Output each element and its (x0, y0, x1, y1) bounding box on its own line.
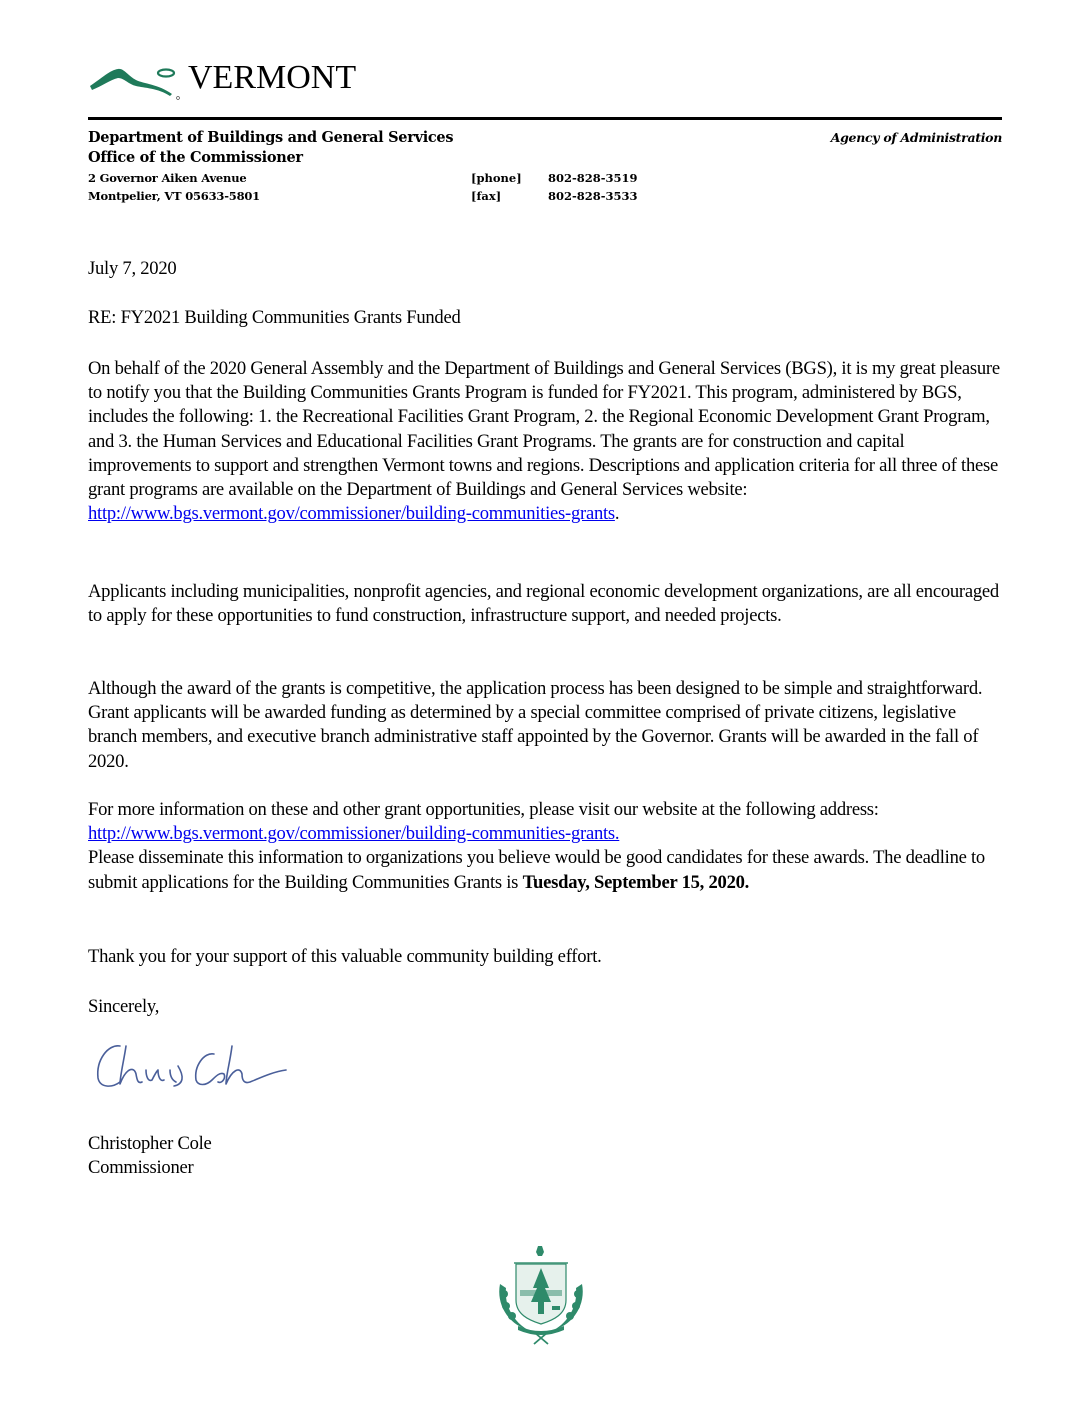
vermont-logo (88, 56, 368, 100)
signature-icon (90, 1036, 300, 1096)
letter-subject: RE: FY2021 Building Communities Grants Funded (88, 307, 461, 328)
mountain-logo-icon (88, 56, 198, 100)
period: . (614, 503, 620, 525)
header-rule (88, 117, 1002, 120)
closing: Sincerely, (88, 996, 160, 1017)
paragraph-applicants-text: Applicants including municipalities, nonprofit agencies, and regional economic development organizations, are all encouraged to apply for these opportunities to fund construction, infrastructure support, and needed projects. (88, 581, 999, 627)
grants-website-link[interactable]: http://www.bgs.vermont.gov/commissioner/building-communities-grants (88, 503, 615, 525)
more-info-text: For more information on these and other grant opportunities, please visit our website at the following address: (88, 799, 879, 820)
paragraph-process (88, 677, 1008, 774)
deadline-text: Please disseminate this information to organizations you believe would be good candidates for these awards. The deadline to submit applications for the Building Communities Grants is (88, 847, 985, 893)
more-info-link[interactable]: http://www.bgs.vermont.gov/commissioner/building-communities-grants. (88, 823, 620, 845)
phone-label: [phone] (471, 171, 522, 185)
fax-number: 802-828-3533 (548, 189, 638, 203)
signer-name: Christopher Cole (88, 1133, 212, 1154)
address-city: Montpelier, VT 05633-5801 (88, 189, 260, 203)
address-street: 2 Governor Aiken Avenue (88, 171, 247, 185)
paragraph-intro (88, 357, 1008, 526)
paragraph-process-text: Although the award of the grants is competitive, the application process has been designed to be simple and straightforward. Grant applicants will be awarded funding as determined by a special committee comprised of private citizens, legislative branch members, and executive branch administrative staff appointed by the Governor. Grants will be awarded in the fall of 2020. (88, 678, 983, 772)
paragraph-intro-text: On behalf of the 2020 General Assembly and the Department of Buildings and General Services (BGS), it is my great pleasure to notify you that the Building Communities Grants Program is funded for FY2021. This program, administered by BGS, includes the following: 1. the Recreational Facilities Grant Program, 2. the Regional Economic Development Grant Program, and 3. the Human Services and Educational Facilities Grant Programs. The grants are for construction and capital improvements to support and strengthen Vermont towns and regions. Descriptions and application criteria for all three of these grant programs are available on the Department of Buildings and General Services website: (88, 358, 1000, 501)
signer-block (88, 1132, 212, 1180)
logo-wordmark: VERMONT (188, 59, 357, 96)
letter-date: July 7, 2020 (88, 258, 177, 279)
vermont-seal-icon (494, 1244, 588, 1348)
paragraph-applicants (88, 580, 1008, 628)
paragraph-more-info (88, 798, 1008, 895)
deadline-date: Tuesday, September 15, 2020. (522, 871, 750, 893)
department-name: Department of Buildings and General Services (88, 129, 454, 146)
signer-title: Commissioner (88, 1157, 194, 1178)
agency-name: Agency of Administration (830, 130, 1002, 145)
phone-number: 802-828-3519 (548, 171, 638, 185)
fax-label: [fax] (471, 189, 502, 203)
office-name: Office of the Commissioner (88, 149, 303, 166)
paragraph-thanks: Thank you for your support of this valuable community building effort. (88, 946, 602, 967)
